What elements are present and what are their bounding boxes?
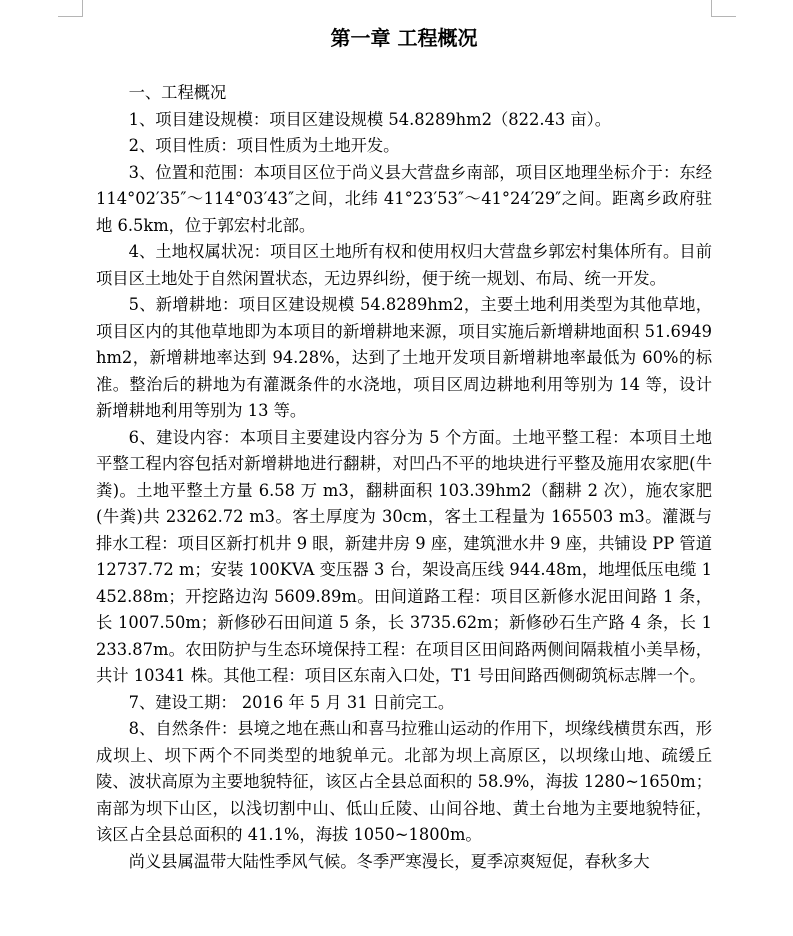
document-body <box>96 18 712 875</box>
paragraph-construction-content: 6、建设内容：本项目主要建设内容分为 5 个方面。土地平整工程：本项目土地平整工程内容包括对新增耕地进行翻耕，对凹凸不平的地块进行平整及施用农家肥(牛粪)。土地平整土方量 6.58 万 m3，翻耕面积 103.39hm2（翻耕 2 次），施农家肥(牛粪)共 23262.72 m3。客土厚度为 30cm，客土工程量为 165503 m3。灌溉与排水工程：项目区新打机井 9 眼，新建井房 9 座，建筑泄水井 9 座，共铺设 PP 管道 12737.72 m；安装 100KVA 变压器 3 台，架设高压线 944.48m，地埋低压电缆 1452.88m；开挖路边沟 5609.89m。田间道路工程：项目区新修水泥田间路 1 条，长 1007.50m；新修砂石田间道 5 条，长 3735.62m；新修砂石生产路 4 条，长 1233.87m。农田防护与生态环境保持工程：在项目区田间路两侧间隔栽植小美旱杨，共计 10341 株。其他工程：项目区东南入口处，T1 号田间路西侧砌筑标志牌一个。 <box>96 427 712 685</box>
chapter-title: 第一章 工程概况 <box>330 26 478 50</box>
paragraph-location: 3、位置和范围：本项目区位于尚义县大营盘乡南部，项目区地理坐标介于：东经 114°02′35″～114°03′43″之间，北纬 41°23′53″～41°24′29″之间。距离乡政府驻地 6.5km，位于郭宏村北部。 <box>96 162 712 235</box>
paragraph-ownership: 4、土地权属状况：项目区土地所有权和使用权归大营盘乡郭宏村集体所有。目前项目区土地处于自然闲置状态，无边界纠纷，便于统一规划、布局、统一开发。 <box>96 242 712 288</box>
paragraph-construction-period: 7、建设工期： 2016 年 5 月 31 日前完工。 <box>128 692 455 712</box>
paragraph-new-farmland: 5、新增耕地：项目区建设规模 54.8289hm2，主要土地利用类型为其他草地，项目区内的其他草地即为本项目的新增耕地来源，项目实施后新增耕地面积 51.6949hm2，新增耕地率达到 94.28%，达到了土地开发项目新增耕地率最低为 60%的标准。整治后的耕地为有灌溉条件的水浇地，项目区周边耕地利用等别为 14 等，设计新增耕地利用等别为 13 等。 <box>96 295 712 420</box>
section-heading: 一、工程概况 <box>128 83 227 102</box>
crop-mark-right <box>711 0 736 17</box>
paragraph-natural-conditions: 8、自然条件：县境之地在燕山和喜马拉雅山运动的作用下，坝缘线横贯东西，形成坝上、坝下两个不同类型的地貌单元。北部为坝上高原区，以坝缘山地、疏缓丘陵、波状高原为主要地貌特征，该区占全县总面积的 58.9%，海拔 1280~1650m；南部为坝下山区，以浅切割中山、低山丘陵、山间谷地、黄土台地为主要地貌特征，该区占全县总面积的 41.1%，海拔 1050~1800m。 <box>96 719 712 844</box>
paragraph-climate: 尚义县属温带大陆性季风气候。冬季严寒漫长，夏季凉爽短促，春秋多大 <box>128 851 650 871</box>
paragraph-scale: 1、项目建设规模：项目区建设规模 54.8289hm2（822.43 亩）。 <box>128 109 612 129</box>
crop-mark-left <box>58 0 83 17</box>
paragraph-nature: 2、项目性质：项目性质为土地开发。 <box>128 136 400 155</box>
